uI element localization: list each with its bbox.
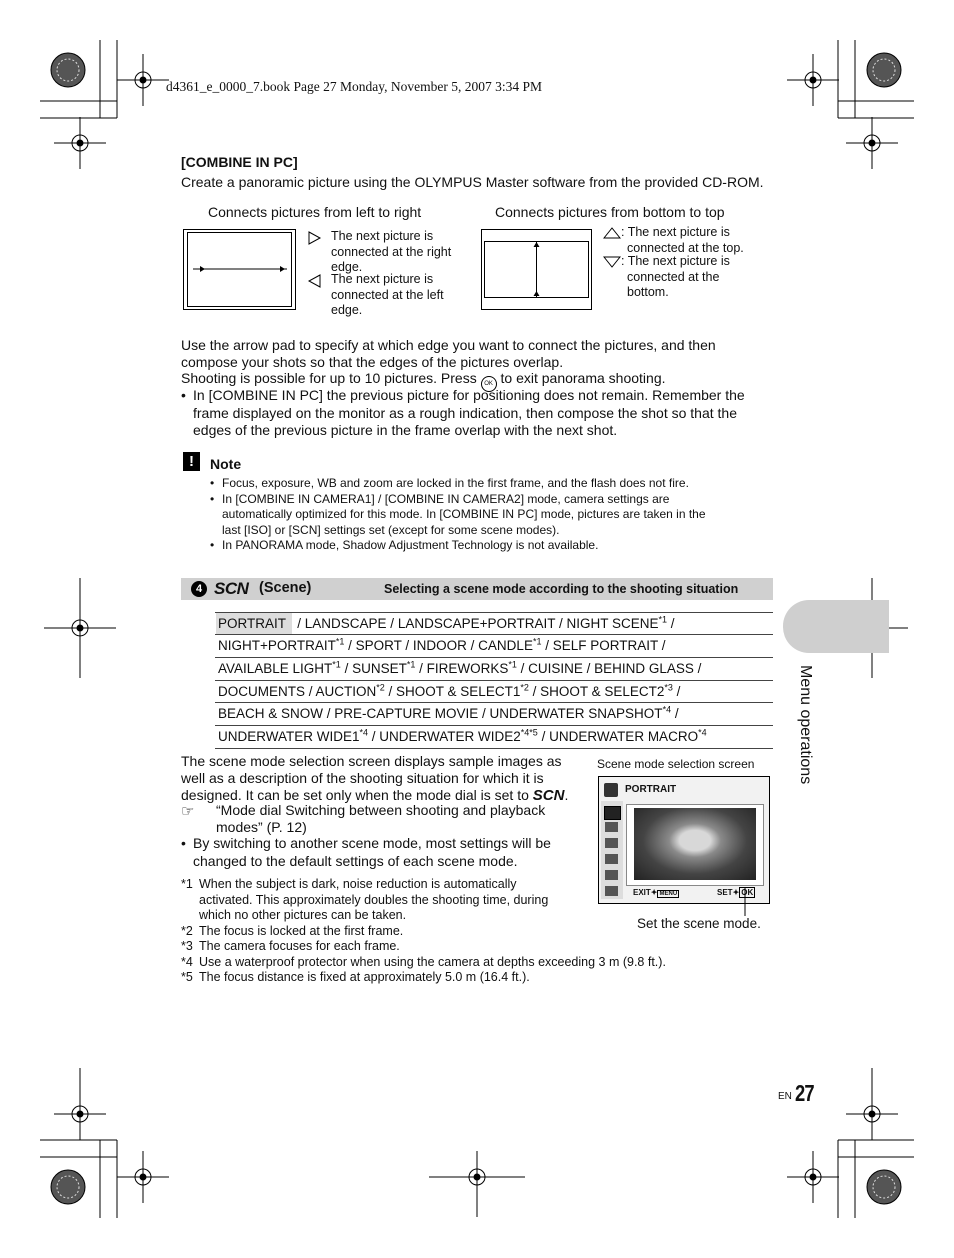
list-item: • In [COMBINE IN CAMERA1] / [COMBINE IN CAMERA2] mode, camera settings are: [210, 491, 670, 506]
scene-bullet: • By switching to another scene mode, most settings will be changed to the default settings of each scene mode.: [181, 835, 551, 869]
bottom-edge-description: : The next picture is connected at the bottom.: [621, 254, 730, 299]
shooting-limit-paragraph: Shooting is possible for up to 10 pictures. Press OK to exit panorama shooting.: [181, 370, 666, 392]
footnotes: *1 When the subject is dark, noise reduction is automatically activated. This approximately doubles the shooting time, during which no other pictures can be taken. *2 The focus is locked at the first frame. *3 The camera focuses for each frame. *4 Use a waterproof protector when using the camera at depths exceeding 3 m (9.8 ft.). *5 The focus distance is fixed at approximately 5.0 m (16.4 ft.).: [181, 877, 666, 984]
arrow-right-outline-icon: [307, 230, 323, 246]
right-edge-description: The next picture is connected at the right edge.: [331, 229, 452, 274]
arrow-up-outline-icon: [603, 226, 621, 240]
note-exclamation-icon: !: [183, 452, 200, 471]
section-number-badge: 4: [191, 581, 207, 597]
language-code: EN: [778, 1091, 792, 1102]
camera-screen: [598, 776, 770, 904]
page-number: 27: [795, 1080, 814, 1106]
reference-icon: ☞: [181, 803, 195, 820]
side-tab-label: Menu operations: [797, 665, 814, 785]
note-title: Note: [210, 456, 242, 472]
intro-text: Create a panoramic picture using the OLYMPUS Master software from the provided CD-ROM.: [181, 174, 764, 190]
note-list: • Focus, exposure, WB and zoom are locked in the first frame, and the flash does not fire. • In [COMBINE IN CAMERA1] / [COMBINE IN CAMERA2] mode, camera settings are automatically optimized for this mode. In [COMBINE IN PC] mode, pictures are taken in the last [ISO] or [SCN] settings set (except for some scene modes). • In PANORAMA mode, Shadow Adjustment Technology is not available.: [210, 476, 706, 552]
top-edge-description: : The next picture is connected at the top.: [621, 225, 744, 255]
diagram-right-caption: Connects pictures from bottom to top: [495, 204, 725, 220]
portrait-mode-icon: [604, 783, 618, 797]
print-header: d4361_e_0000_7.book Page 27 Monday, November 5, 2007 3:34 PM: [166, 79, 542, 94]
scene-icon-column: [601, 801, 623, 899]
side-tab: [783, 600, 889, 653]
arrow-pad-paragraph: Use the arrow pad to specify at which edge you want to connect the pictures, and then compose your shots so that the edges of the pictures overlap.: [181, 337, 716, 370]
combine-pc-bullet: • In [COMBINE IN PC] the previous picture for positioning does not remain. Remember the frame displayed on the monitor as a rough indication, then compose the shot so that the edges of the previous picture in the frame overlap with the next shot.: [181, 387, 745, 438]
scene-list-row: $NIGHT+PORTRAIT^{*1}$ / SPORT / INDOOR / CANDLE$^{*1}$ / SELF PORTRAIT /: [215, 634, 773, 656]
reference-text: “Mode dial Switching between shooting and playback modes” (P. 12): [216, 802, 546, 835]
arrow-left-outline-icon: [307, 273, 323, 289]
scene-title: (Scene): [259, 580, 312, 596]
portrait-sample-image: [634, 808, 756, 880]
scene-list-row: AVAILABLE LIGHT$^{*1}$ / SUNSET$^{*1}$ / FIREWORKS$^{*1}$ / CUISINE / BEHIND GLASS /: [215, 657, 773, 679]
scene-list-row: DOCUMENTS / AUCTION$^{*2}$ / SHOOT & SELECT1$^{*2}$ / SHOOT & SELECT2$^{*3}$ /: [215, 680, 773, 702]
bottom-top-frame-diagram: [481, 229, 593, 311]
scene-list-row: BEACH & SNOW / PRE-CAPTURE MOVIE / UNDERWATER SNAPSHOT$^{*4}$ /: [215, 702, 773, 724]
set-caption: Set the scene mode.: [637, 916, 761, 931]
left-right-frame-diagram: [183, 229, 298, 311]
screen-caption: Scene mode selection screen: [597, 757, 755, 771]
list-item: • In PANORAMA mode, Shadow Adjustment Technology is not available.: [210, 538, 599, 552]
scene-subtitle: Selecting a scene mode according to the shooting situation: [384, 582, 739, 596]
scene-list-row: PORTRAIT / LANDSCAPE / LANDSCAPE+PORTRAIT / NIGHT SCENE$^{*1}$ /: [215, 612, 773, 634]
arrow-down-outline-icon: [603, 255, 621, 269]
left-edge-description: The next picture is connected at the left edge.: [331, 272, 444, 317]
ok-button-icon: OK: [481, 376, 497, 392]
scene-list-row: UNDERWATER WIDE1$^{*4}$ / UNDERWATER $WIDE2^{*4*5}$ / UNDERWATER MACRO$^{*4}$: [215, 725, 773, 749]
screen-exit-label: EXIT✦ MENU: [633, 888, 678, 897]
screen-title: PORTRAIT: [625, 784, 677, 795]
callout-line: [740, 888, 750, 918]
diagram-left-caption: Connects pictures from left to right: [208, 204, 422, 220]
section-title: [COMBINE IN PC]: [181, 154, 298, 170]
scn-mode-icon: SCN: [532, 787, 565, 804]
scene-description: The scene mode selection screen displays sample images as well as a description of the shooting situation for which it is designed. It can be set only when the mode dial is set to SCN.: [181, 753, 569, 804]
sample-photo-frame: [626, 804, 764, 886]
list-item: • Focus, exposure, WB and zoom are locked in the first frame, and the flash does not fire.: [210, 476, 689, 490]
screen-set-label: SET✦ OK: [717, 888, 754, 897]
scn-mode-icon: SCN: [214, 579, 249, 598]
